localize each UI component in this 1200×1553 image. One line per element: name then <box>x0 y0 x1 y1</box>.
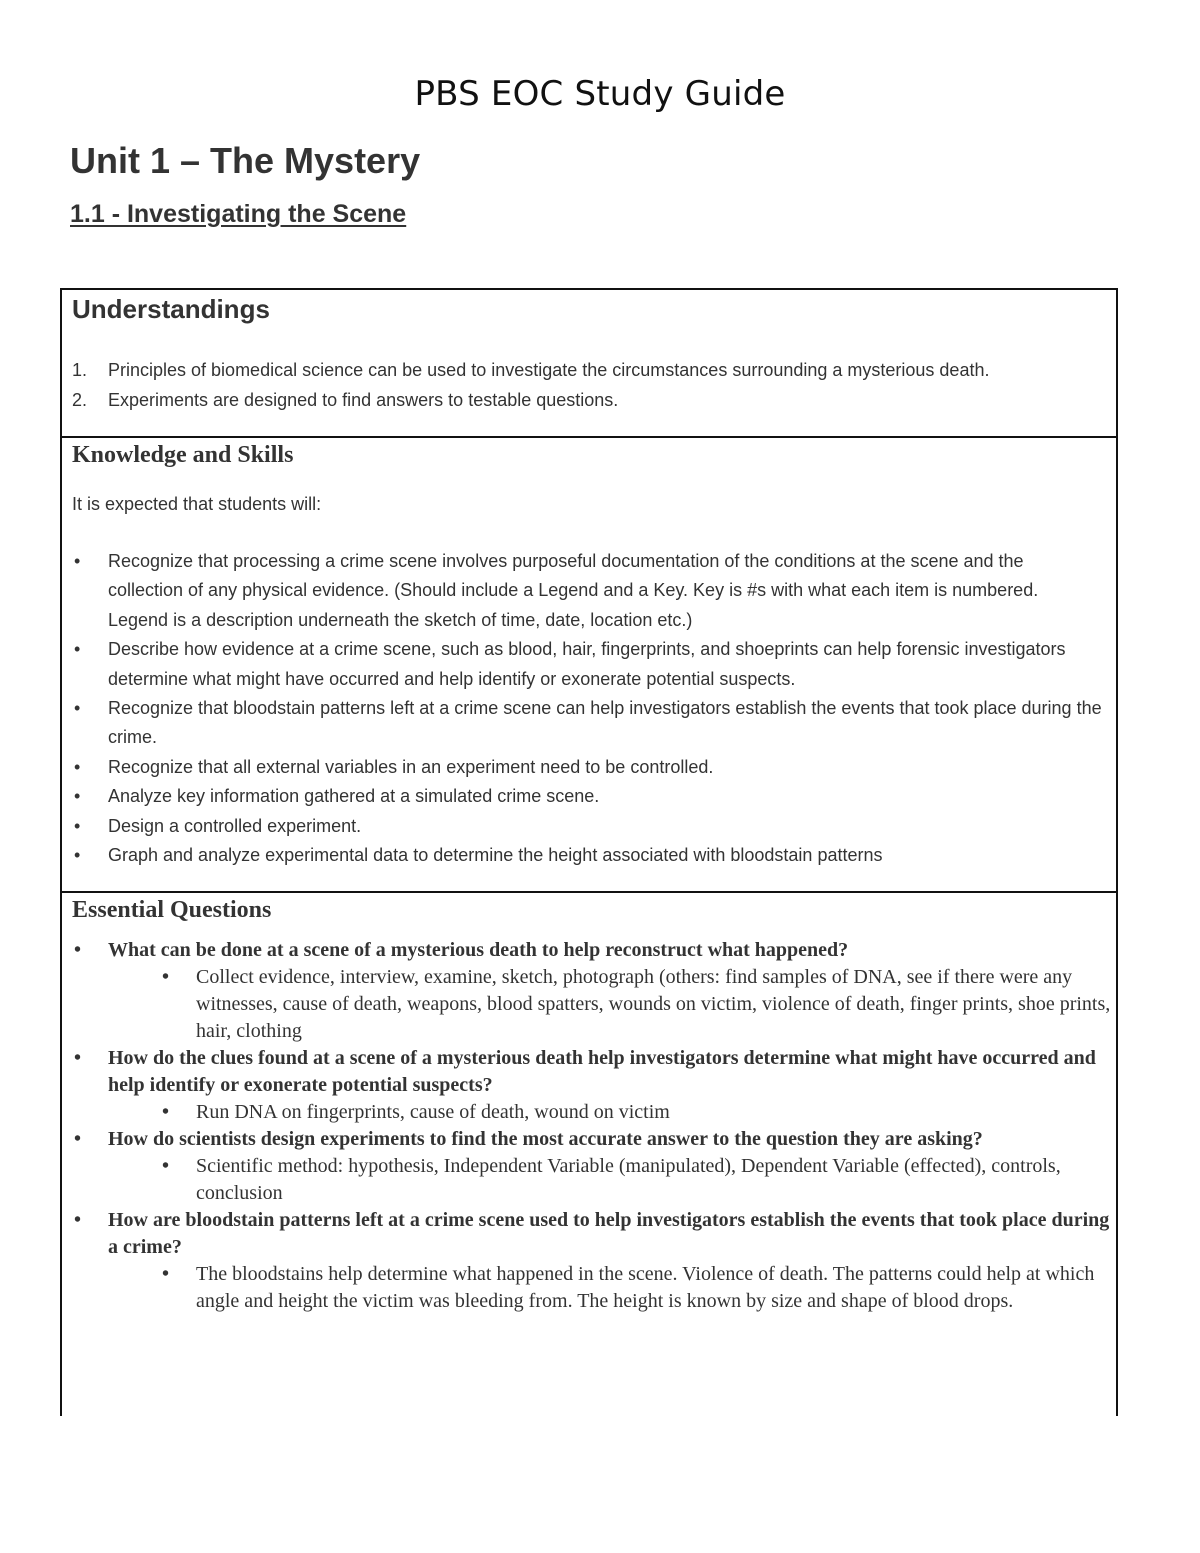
answer-list <box>108 964 1112 1045</box>
essential-questions-list <box>72 937 1112 1315</box>
answer-text: The bloodstains help determine what happened in the scene. Violence of death. The patterns could help at which angle and height the victim was bleeding from. The height is known by size and shape of blood drops. <box>196 1263 1095 1312</box>
bullet-icon: • <box>74 756 81 777</box>
list-item <box>72 386 989 416</box>
essential-questions-heading: Essential Questions <box>72 897 272 923</box>
bullet-icon: • <box>74 639 81 660</box>
answer-list <box>108 1153 1112 1207</box>
list-item <box>72 635 1102 694</box>
bullet-icon: • <box>74 1128 82 1150</box>
answer-item <box>108 1261 1112 1315</box>
bullet-icon: • <box>74 939 82 961</box>
list-item <box>72 547 1102 635</box>
question-text: How do scientists design experiments to find the most accurate answer to the question they are asking? <box>108 1128 983 1150</box>
answer-text: Scientific method: hypothesis, Independent Variable (manipulated), Dependent Variable (effected), controls, conclusion <box>196 1155 1061 1204</box>
bullet-icon: • <box>74 551 81 571</box>
bullet-icon: • <box>74 698 81 719</box>
understandings-section <box>62 290 1116 438</box>
bullet-icon: • <box>74 815 81 836</box>
list-item-text: Describe how evidence at a crime scene, such as blood, hair, fingerprints, and shoeprints can help forensic investigators determine what might have occurred and help identify or exonerate potential suspects. <box>108 639 1066 689</box>
bullet-icon: • <box>162 966 170 988</box>
question-item <box>72 937 1112 1045</box>
knowledge-skills-section <box>62 438 1116 893</box>
answer-item <box>108 964 1112 1045</box>
question-item <box>72 1126 1112 1207</box>
answer-list <box>108 1099 1112 1126</box>
answer-item <box>108 1153 1112 1207</box>
bullet-icon: • <box>74 786 81 807</box>
knowledge-skills-heading: Knowledge and Skills <box>72 442 294 468</box>
knowledge-skills-intro: It is expected that students will: <box>72 494 322 514</box>
answer-list <box>108 1261 1112 1315</box>
bullet-icon: • <box>74 845 81 866</box>
list-item <box>72 356 989 386</box>
study-guide-table <box>60 288 1118 1416</box>
list-number: 1. <box>72 360 88 380</box>
list-item <box>72 694 1102 753</box>
understandings-heading: Understandings <box>72 294 270 324</box>
bullet-icon: • <box>162 1101 170 1123</box>
answer-text: Run DNA on fingerprints, cause of death, wound on victim <box>196 1101 670 1123</box>
lesson-heading: 1.1 - Investigating the Scene <box>70 200 407 228</box>
document-title: PBS EOC Study Guide <box>414 74 786 114</box>
list-item-text: Recognize that bloodstain patterns left at a crime scene can help investigators establish the events that took place during the crime. <box>108 698 1102 748</box>
question-text: How do the clues found at a scene of a mysterious death help investigators determine what might have occurred and help identify or exonerate potential suspects? <box>108 1047 1096 1096</box>
list-item-text: Experiments are designed to find answers to testable questions. <box>108 389 619 410</box>
answer-item <box>108 1099 1112 1126</box>
knowledge-skills-list <box>72 547 1102 870</box>
list-item-text: Recognize that processing a crime scene involves purposeful documentation of the conditions at the scene and the collection of any physical evidence. (Should include a Legend and a Key. Key is #s with what each item is numbered. Legend is a description underneath the sketch of time, date, location etc.) <box>108 551 1039 630</box>
list-item <box>72 812 1102 841</box>
question-item <box>72 1207 1112 1315</box>
essential-questions-section <box>62 893 1116 1418</box>
bullet-icon: • <box>162 1263 170 1285</box>
question-text: What can be done at a scene of a mysterious death to help reconstruct what happened? <box>108 939 849 961</box>
unit-heading: Unit 1 – The Mystery <box>70 140 421 181</box>
list-number: 2. <box>72 389 88 410</box>
list-item-text: Principles of biomedical science can be used to investigate the circumstances surrounding a mysterious death. <box>108 360 990 380</box>
question-text: How are bloodstain patterns left at a crime scene used to help investigators establish the events that took place during a crime? <box>108 1209 1110 1258</box>
list-item <box>72 753 1102 782</box>
understandings-list <box>72 356 989 415</box>
answer-text: Collect evidence, interview, examine, sketch, photograph (others: find samples of DNA, see if there were any witnesses, cause of death, weapons, blood spatters, wounds on victim, violence of death, finger prints, shoe prints, hair, clothing <box>196 966 1111 1042</box>
bullet-icon: • <box>74 1209 82 1231</box>
list-item-text: Graph and analyze experimental data to determine the height associated with bloodstain patterns <box>108 845 883 866</box>
bullet-icon: • <box>162 1155 170 1177</box>
bullet-icon: • <box>74 1047 82 1069</box>
list-item-text: Design a controlled experiment. <box>108 815 362 836</box>
list-item <box>72 841 1102 870</box>
question-item <box>72 1045 1112 1126</box>
list-item <box>72 782 1102 811</box>
list-item-text: Recognize that all external variables in an experiment need to be controlled. <box>108 756 714 777</box>
list-item-text: Analyze key information gathered at a simulated crime scene. <box>108 786 600 807</box>
